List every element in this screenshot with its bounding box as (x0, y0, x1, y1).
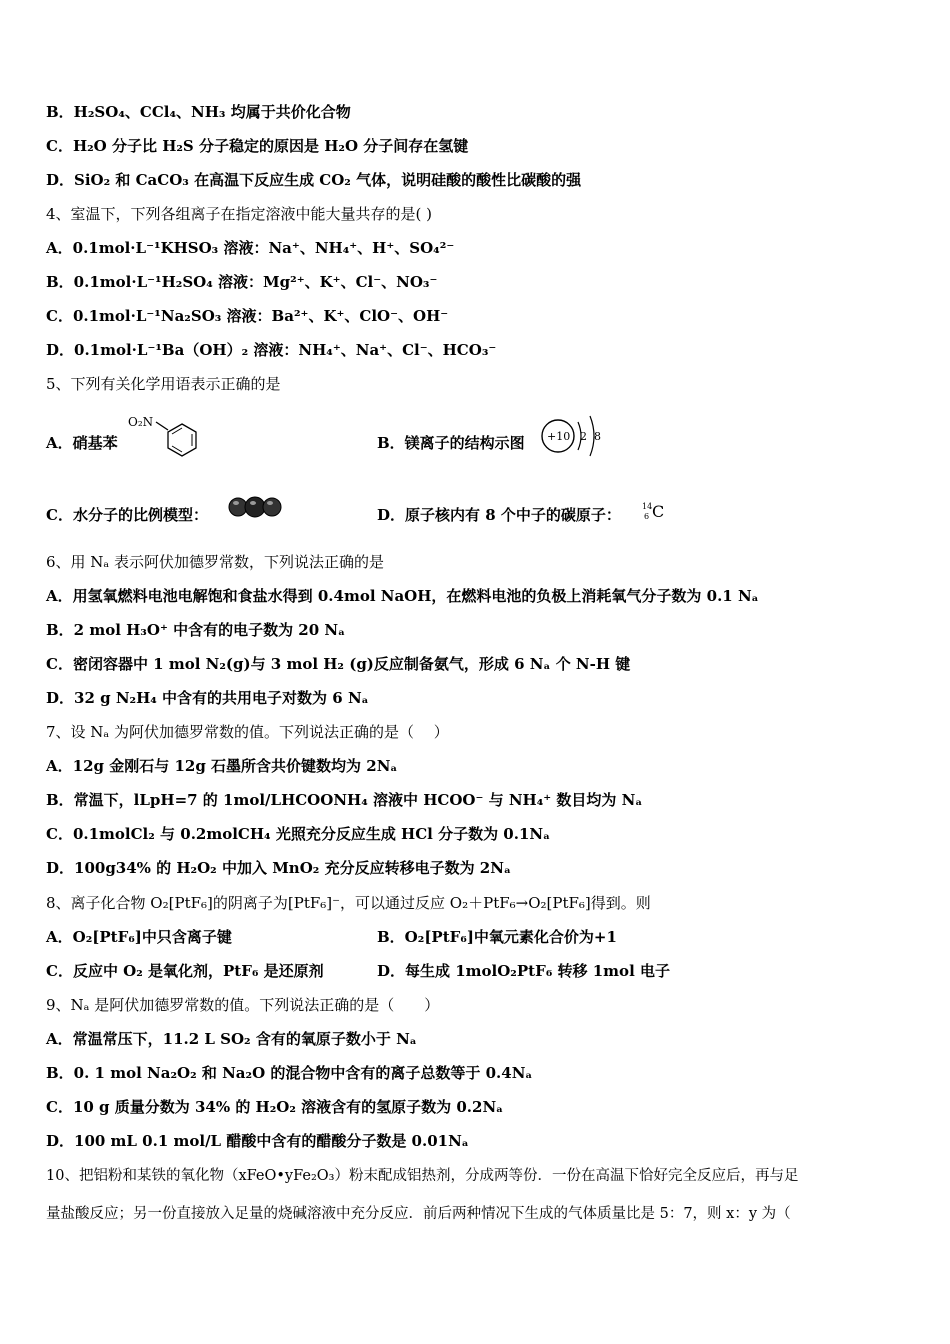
shell-1-electrons: 2 (580, 430, 587, 443)
question-7: 7、设 Nₐ 为阿伏加德罗常数的值。下列说法正确的是（ ） (46, 723, 449, 741)
nitro-group-label: O₂N (128, 415, 154, 429)
shell-2-electrons: 8 (594, 430, 601, 443)
magnesium-ion-structure-icon (540, 410, 606, 462)
option-7c: C．0.1molCl₂ 与 0.2molCH₄ 光照充分反应生成 HCl 分子数为 0.1Nₐ (46, 825, 551, 843)
option-9d: D．100 mL 0.1 mol/L 醋酸中含有的醋酸分子数是 0.01Nₐ (46, 1132, 469, 1150)
option-9b: B．0. 1 mol Na₂O₂ 和 Na₂O 的混合物中含有的离子总数等于 0.4Nₐ (46, 1064, 533, 1082)
option-5b: B．镁离子的结构示图 (377, 434, 525, 452)
option-5d: D．原子核内有 8 个中子的碳原子： (377, 506, 621, 524)
option-7d: D．100g34% 的 H₂O₂ 中加入 MnO₂ 充分反应转移电子数为 2Nₐ (46, 859, 511, 877)
water-model-icon (226, 494, 284, 520)
option-8a: A．O₂[PtF₆]中只含离子键 (46, 928, 232, 946)
option-5a: A．硝基苯 (46, 434, 118, 452)
carbon-nuclide-icon (640, 498, 670, 524)
option-3d: D．SiO₂ 和 CaCO₃ 在高温下反应生成 CO₂ 气体，说明硅酸的酸性比碳酸的强 (46, 171, 582, 189)
option-6b: B．2 mol H₃O⁺ 中含有的电子数为 20 Nₐ (46, 621, 346, 639)
carbon-symbol: C (652, 502, 665, 521)
option-8d: D．每生成 1molO₂PtF₆ 转移 1mol 电子 (377, 962, 670, 980)
carbon-mass-number: 14 (642, 502, 653, 511)
option-9c: C．10 g 质量分数为 34% 的 H₂O₂ 溶液含有的氢原子数为 0.2Nₐ (46, 1098, 504, 1116)
question-6: 6、用 Nₐ 表示阿伏加德罗常数，下列说法正确的是 (46, 553, 384, 571)
question-4: 4、室温下，下列各组离子在指定溶液中能大量共存的是( ) (46, 205, 433, 223)
question-10-line-2: 量盐酸反应；另一份直接放入足量的烧碱溶液中充分反应．前后两种情况下生成的气体质量比是 5：7，则 x：y 为（ (46, 1206, 791, 1222)
option-4d: D．0.1mol·L⁻¹Ba（OH）₂ 溶液：NH₄⁺、Na⁺、Cl⁻、HCO₃⁻ (46, 341, 497, 359)
question-8: 8、离子化合物 O₂[PtF₆]的阴离子为[PtF₆]⁻，可以通过反应 O₂＋PtF₆→O₂[PtF₆]得到。则 (46, 894, 651, 912)
option-4a: A．0.1mol·L⁻¹KHSO₃ 溶液：Na⁺、NH₄⁺、H⁺、SO₄²⁻ (46, 239, 455, 257)
option-7b: B．常温下，lLpH=7 的 1mol/LHCOONH₄ 溶液中 HCOO⁻ 与 NH₄⁺ 数目均为 Nₐ (46, 791, 643, 809)
option-3c: C．H₂O 分子比 H₂S 分子稳定的原因是 H₂O 分子间存在氢键 (46, 137, 469, 155)
question-10-line-1: 10、把铝粉和某铁的氧化物（xFeO•yFe₂O₃）粉末配成铝热剂，分成两等份．一份在高温下恰好完全反应后，再与足 (46, 1168, 799, 1184)
option-6d: D．32 g N₂H₄ 中含有的共用电子对数为 6 Nₐ (46, 689, 369, 707)
nucleus-charge: +10 (547, 430, 571, 443)
option-8b: B．O₂[PtF₆]中氧元素化合价为+1 (377, 928, 617, 946)
question-9: 9、Nₐ 是阿伏加德罗常数的值。下列说法正确的是（ ） (46, 996, 440, 1014)
carbon-atomic-number: 6 (644, 512, 650, 521)
option-3b: B．H₂SO₄、CCl₄、NH₃ 均属于共价化合物 (46, 103, 351, 121)
option-6a: A．用氢氧燃料电池电解饱和食盐水得到 0.4mol NaOH，在燃料电池的负极上消耗氧气分子数为 0.1 Nₐ (46, 587, 759, 605)
option-9a: A．常温常压下，11.2 L SO₂ 含有的氧原子数小于 Nₐ (46, 1030, 417, 1048)
question-5: 5、下列有关化学用语表示正确的是 (46, 375, 281, 393)
nitrobenzene-structure-icon (124, 412, 204, 458)
option-8c: C．反应中 O₂ 是氧化剂，PtF₆ 是还原剂 (46, 962, 324, 980)
option-7a: A．12g 金刚石与 12g 石墨所含共价键数均为 2Nₐ (46, 757, 398, 775)
option-4b: B．0.1mol·L⁻¹H₂SO₄ 溶液：Mg²⁺、K⁺、Cl⁻、NO₃⁻ (46, 273, 438, 291)
option-4c: C．0.1mol·L⁻¹Na₂SO₃ 溶液：Ba²⁺、K⁺、ClO⁻、OH⁻ (46, 307, 449, 325)
option-5c: C．水分子的比例模型： (46, 506, 208, 524)
option-6c: C．密闭容器中 1 mol N₂(g)与 3 mol H₂ (g)反应制备氨气，形成 6 Nₐ 个 N-H 键 (46, 655, 631, 673)
